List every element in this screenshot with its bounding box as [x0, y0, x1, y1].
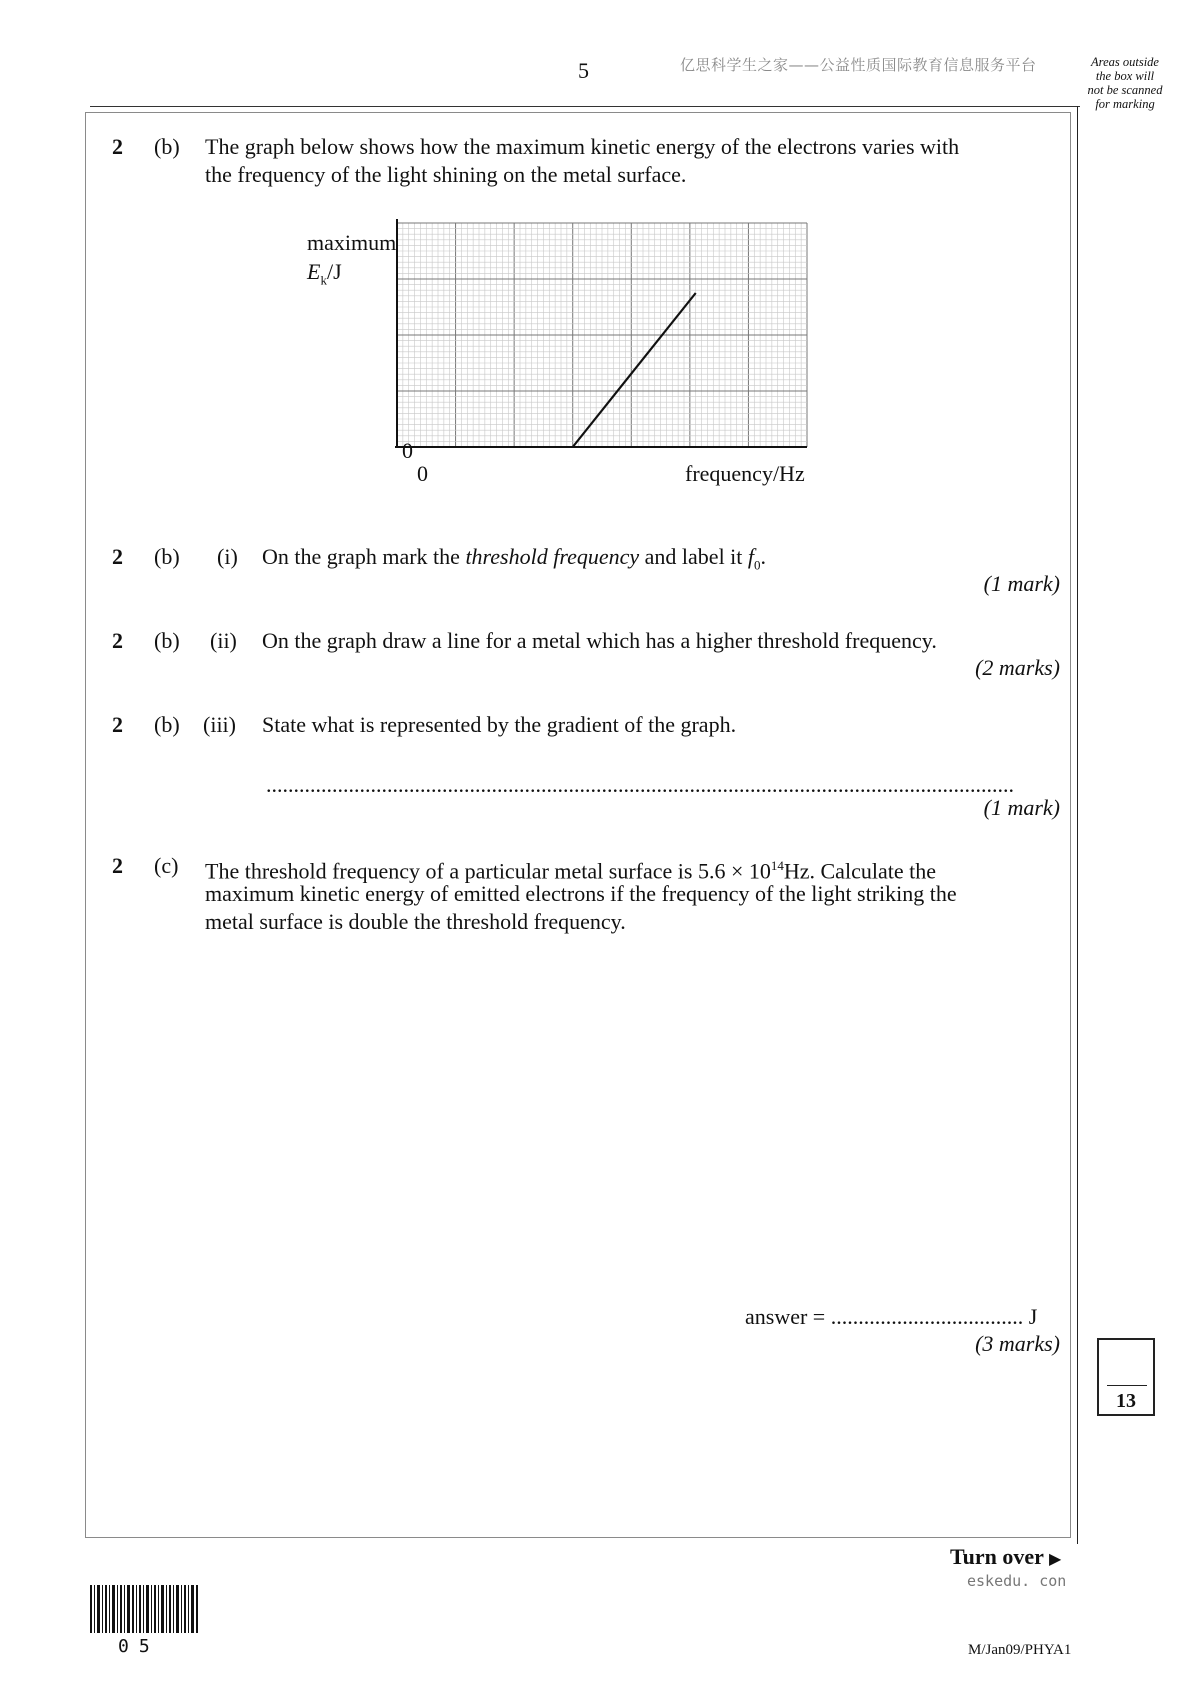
- question-text: [262, 543, 766, 579]
- question-number: 2: [112, 134, 123, 159]
- y-axis-variable: E: [307, 259, 321, 284]
- y-axis-unit: /J: [326, 259, 342, 284]
- question-part: (b): [154, 628, 180, 653]
- margin-rule: [1077, 106, 1078, 1544]
- question-text-part: The threshold frequency of a particular metal surface is 5.6 × 10: [205, 858, 771, 884]
- question-number: 2: [112, 712, 123, 737]
- marks-label: (2 marks): [975, 655, 1060, 680]
- symbol-subscript: 0: [754, 557, 761, 573]
- marks-label: (1 mark): [983, 795, 1060, 820]
- answer-unit: J: [1023, 1304, 1038, 1329]
- y-axis-label-line1: maximum: [307, 230, 397, 255]
- paper-code: M/Jan09/PHYA1: [968, 1642, 1072, 1658]
- y-axis-label-line2: [307, 258, 342, 294]
- question-text-part: and label it: [639, 544, 748, 569]
- answer-row: [745, 1303, 1037, 1331]
- question-text-part: On the graph mark the: [262, 544, 466, 569]
- y-axis-subscript: k: [320, 272, 327, 288]
- margin-note-line: Areas outside: [1091, 55, 1159, 69]
- symbol-f: f: [747, 544, 755, 569]
- question-text: State what is represented by the gradient of the graph.: [262, 712, 737, 737]
- barcode-number: 05: [118, 1636, 160, 1657]
- watermark-text: 亿思科学生之家——公益性质国际教育信息服务平台: [680, 56, 1037, 74]
- marks-label: (3 marks): [975, 1331, 1060, 1356]
- question-number: 2: [112, 628, 123, 653]
- question-part: (c): [154, 853, 179, 878]
- x-axis-label: frequency/Hz: [685, 461, 805, 486]
- question-part: (b): [154, 712, 180, 737]
- barcode-image: [90, 1585, 202, 1633]
- question-text-italic: threshold frequency: [465, 544, 640, 569]
- question-text: the frequency of the light shining on the metal surface.: [205, 162, 687, 187]
- turn-over-label: [950, 1544, 1061, 1570]
- site-text: eskedu. con: [967, 1572, 1067, 1590]
- score-total: 13: [1116, 1390, 1136, 1412]
- question-subpart: (i): [217, 544, 238, 569]
- page-number: 5: [578, 58, 589, 83]
- x-origin-label: 0: [417, 461, 428, 486]
- data-line: [573, 293, 696, 447]
- question-part: (b): [154, 134, 180, 159]
- margin-note: [1070, 55, 1180, 111]
- question-number: 2: [112, 853, 123, 878]
- question-text: metal surface is double the threshold frequency.: [205, 909, 626, 934]
- margin-note-line: not be scanned: [1087, 83, 1163, 97]
- answer-line[interactable]: ........................................................................................................................................: [266, 772, 1014, 797]
- margin-note-line: the box will: [1095, 69, 1155, 83]
- top-rule: [90, 106, 1080, 107]
- turn-over-text: Turn over: [950, 1544, 1044, 1569]
- question-text: On the graph draw a line for a metal which has a higher threshold frequency.: [262, 628, 937, 653]
- question-text: maximum kinetic energy of emitted electrons if the frequency of the light striking the: [205, 881, 957, 906]
- score-box-line: [1107, 1385, 1147, 1386]
- marks-label: (1 mark): [983, 571, 1060, 596]
- question-text-part: .: [760, 544, 767, 569]
- arrow-right-icon: ▶: [1049, 1551, 1062, 1568]
- question-text-part: Hz. Calculate the: [783, 858, 936, 884]
- question-part: (b): [154, 544, 180, 569]
- exponent: 14: [770, 858, 784, 873]
- margin-note-line: for marking: [1095, 97, 1155, 111]
- answer-label: answer =: [745, 1304, 831, 1329]
- question-subpart: (iii): [203, 712, 236, 737]
- graph-series: [573, 293, 696, 447]
- question-subpart: (ii): [210, 628, 237, 653]
- answer-field[interactable]: ...................................: [830, 1304, 1024, 1329]
- ek-frequency-graph: [395, 215, 865, 465]
- y-origin-label: 0: [402, 438, 413, 463]
- question-number: 2: [112, 544, 123, 569]
- question-text: The graph below shows how the maximum kinetic energy of the electrons varies with: [205, 134, 960, 159]
